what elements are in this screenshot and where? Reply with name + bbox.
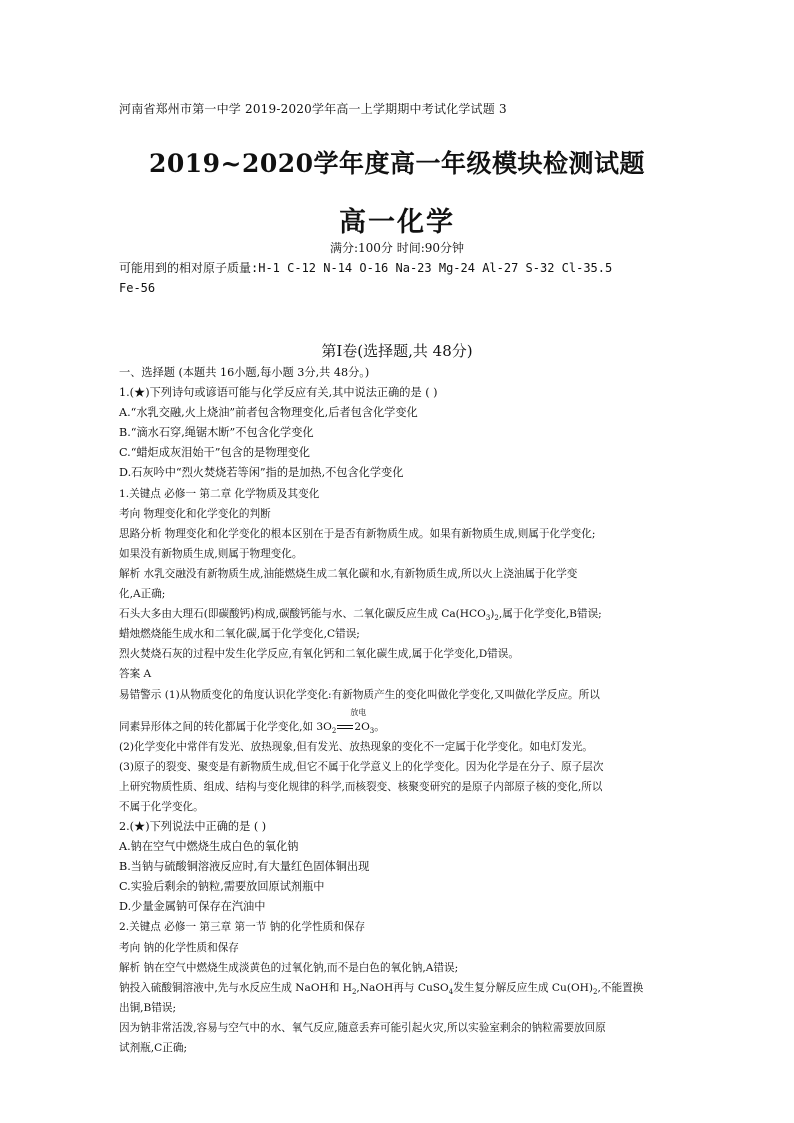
section-title: 第Ⅰ卷(选择题,共 48分) bbox=[321, 342, 473, 360]
subject-title: 高一化学 bbox=[339, 207, 455, 238]
exam-main-title: 2019~2020学年度高一年级模块检测试题 bbox=[148, 149, 646, 178]
option-d: D.少量金属钠可保存在汽油中 bbox=[119, 900, 266, 914]
option-c: C.“蜡炬成灰泪始干”包含的是物理变化 bbox=[119, 446, 310, 460]
warning-line bbox=[119, 705, 679, 737]
explanation-line: 出铜,B错误; bbox=[119, 1001, 177, 1014]
text-run: 石头大多由大理石(即碳酸钙)构成,碳酸钙能与水、二氧化碳反应生成 Ca(HCO bbox=[119, 608, 486, 621]
exam-direction: 考向 物理变化和化学变化的判断 bbox=[119, 507, 271, 520]
text-run: 发生复分解反应生成 Cu(OH) bbox=[453, 981, 594, 994]
explanation-line: 化,A正确; bbox=[119, 588, 166, 601]
explanation-line bbox=[119, 978, 679, 998]
warning-line: (3)原子的裂变、聚变是有新物质生成,但它不属于化学意义上的化学变化。因为化学是在分子、原子层次 bbox=[119, 760, 604, 773]
question-stem: 1.(★)下列诗句或谚语可能与化学反应有关,其中说法正确的是 ( ) bbox=[119, 386, 438, 400]
option-d: D.石灰吟中“烈火焚烧若等闲”指的是加热,不包含化学变化 bbox=[119, 466, 404, 480]
text-run: ,不能置换 bbox=[597, 981, 644, 994]
warning-line: (2)化学变化中常伴有发光、放热现象,但有发光、放热现象的变化不一定属于化学变化。如电灯发光。 bbox=[119, 740, 593, 753]
question-body bbox=[119, 363, 679, 1058]
explanation-line: 试剂瓶,C正确; bbox=[119, 1042, 188, 1054]
equals-sign bbox=[337, 725, 353, 729]
option-a: A.“水乳交融,火上烧油”前者包含物理变化,后者包含化学变化 bbox=[119, 406, 418, 420]
subscript: 2 bbox=[494, 614, 499, 623]
question-stem: 2.(★)下列说法中正确的是 ( ) bbox=[119, 819, 267, 833]
warning-line: 不属于化学变化。 bbox=[119, 800, 204, 813]
text-run: 2O bbox=[354, 720, 370, 733]
option-b: B.当钠与硫酸铜溶液反应时,有大量红色固体铜出现 bbox=[119, 860, 370, 874]
option-a: A.钠在空气中燃烧生成白色的氧化钠 bbox=[119, 840, 299, 854]
document-source-header: 河南省郑州市第一中学 2019-2020学年高一上学期期中考试化学试题 3 bbox=[119, 102, 507, 116]
analysis-line: 思路分析 物理变化和化学变化的根本区别在于是否有新物质生成。如果有新物质生成,则属于化学变化; bbox=[119, 527, 596, 540]
option-b: B.“滴水石穿,绳锯木断”不包含化学变化 bbox=[119, 426, 314, 440]
subscript: 3 bbox=[485, 614, 491, 623]
text-run: ,NaOH再与 CuSO bbox=[356, 981, 449, 994]
subscript: 2 bbox=[593, 987, 598, 996]
exam-direction: 考向 钠的化学性质和保存 bbox=[119, 941, 239, 954]
text-run: ,属于化学变化,B错误; bbox=[498, 608, 602, 621]
exam-score-time: 满分:100分 时间:90分钟 bbox=[329, 241, 465, 255]
key-point: 2.关键点 必修一 第三章 第一节 钠的化学性质和保存 bbox=[119, 921, 366, 934]
explanation-line: 蜡烛燃烧能生成水和二氧化碳,属于化学变化,C错误; bbox=[119, 628, 360, 641]
explanation-line: 解析 钠在空气中燃烧生成淡黄色的过氧化钠,而不是白色的氧化钠,A错误; bbox=[119, 961, 459, 974]
subscript: 2 bbox=[331, 726, 337, 735]
text-run: ) bbox=[490, 608, 495, 621]
atomic-mass-line: 可能用到的相对原子质量:H-1 C-12 N-14 O-16 Na-23 Mg-24 Al-27 S-32 Cl-35.5 bbox=[119, 261, 613, 275]
text-run: 钠投入硫酸铜溶液中,先与水反应生成 NaOH和 H bbox=[119, 981, 352, 994]
key-point: 1.关键点 必修一 第二章 化学物质及其变化 bbox=[119, 487, 320, 500]
subscript: 2 bbox=[351, 987, 357, 996]
text-run: 。 bbox=[374, 720, 385, 733]
explanation-line bbox=[119, 604, 679, 624]
text-run: 同素异形体之间的转化都属于化学变化,如 3O bbox=[119, 720, 332, 733]
subscript: 4 bbox=[448, 987, 454, 996]
explanation-line: 解析 水乳交融没有新物质生成,油能燃烧生成二氧化碳和水,有新物质生成,所以火上浇油属于化学变 bbox=[119, 567, 578, 580]
subscript: 3 bbox=[369, 726, 375, 735]
explanation-line: 烈火焚烧石灰的过程中发生化学反应,有氧化钙和二氧化碳生成,属于化学变化,D错误。 bbox=[119, 648, 519, 661]
reaction-condition: 放电 bbox=[350, 707, 367, 717]
atomic-mass-list bbox=[119, 258, 679, 298]
option-c: C.实验后剩余的钠粒,需要放回原试剂瓶中 bbox=[119, 880, 325, 894]
section-instructions: 一、选择题 (本题共 16小题,每小题 3分,共 48分。) bbox=[119, 366, 370, 379]
warning-line: 上研究物质性质、组成、结构与变化规律的科学,而核裂变、核聚变研究的是原子内部原子核的变化,所以 bbox=[119, 780, 603, 793]
analysis-line: 如果没有新物质生成,则属于物理变化。 bbox=[119, 547, 303, 560]
warning-line: 易错警示 (1)从物质变化的角度认识化学变化:有新物质产生的变化叫做化学变化,又叫做化学反应。所以 bbox=[119, 688, 600, 701]
explanation-line: 因为钠非常活泼,容易与空气中的水、氧气反应,随意丢弃可能引起火灾,所以实验室剩余的钠粒需要放回原 bbox=[119, 1021, 606, 1034]
answer-line: 答案 A bbox=[119, 668, 152, 681]
atomic-mass-line: Fe-56 bbox=[119, 281, 156, 295]
